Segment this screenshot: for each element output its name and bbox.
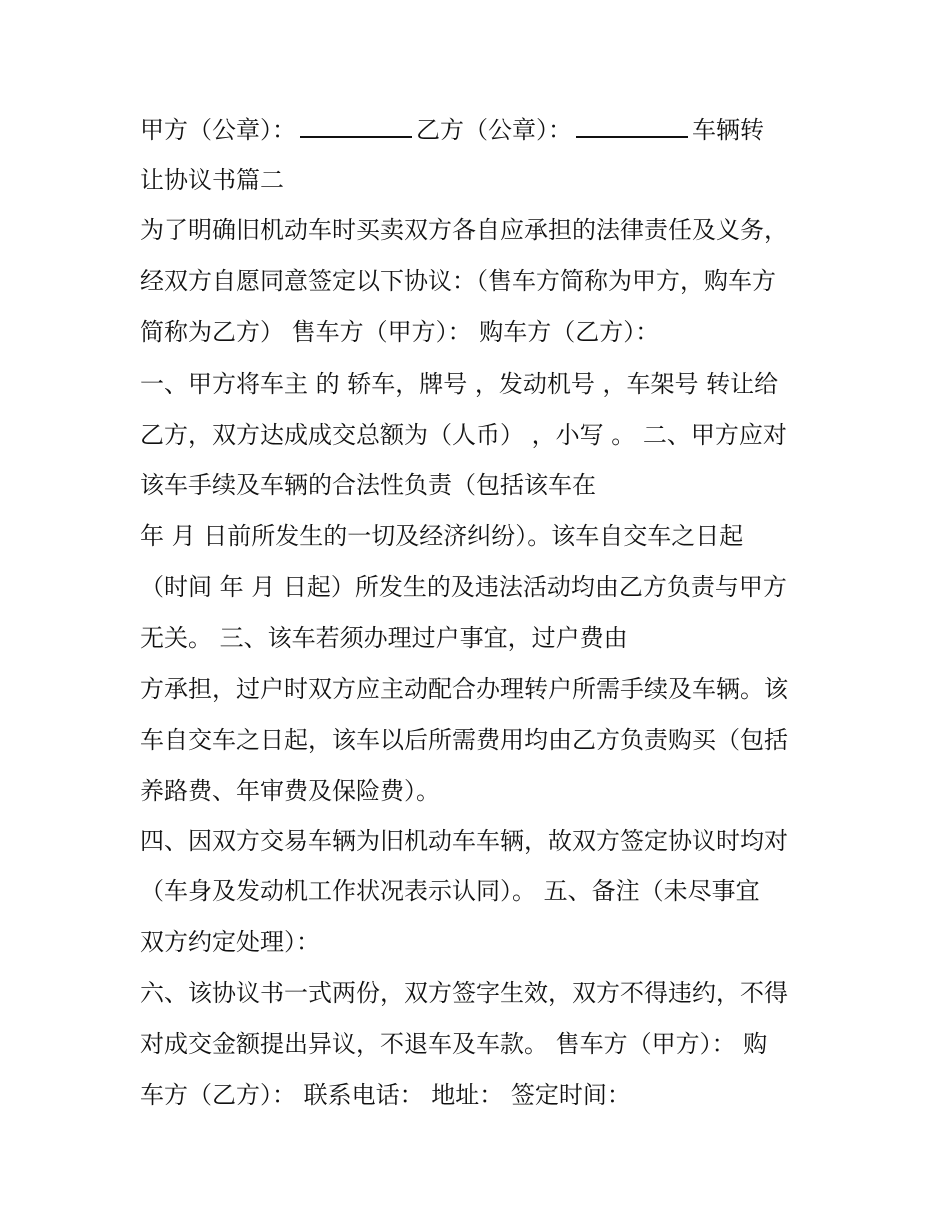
text-line: （车身及发动机工作状况表示认同）。 五、备注（未尽事宜 [140,877,760,905]
text-line: 为了明确旧机动车时买卖双方各自应承担的法律责任及义务， [140,216,788,244]
text-line: 乙方，双方达成成交总额为（人币） ，小写 。 二、甲方应对 [140,421,787,449]
text-line: 四、因双方交易车辆为旧机动车车辆，故双方签定协议时均对 [140,827,788,855]
party-a-seal-blank [300,118,412,138]
text-line: 车方（乙方）： 联系电话： 地址： 签定时间： [140,1081,631,1109]
text-line: 无关。 三、该车若须办理过户事宜，过户费由 [140,624,628,652]
section-title: 让协议书篇二 [140,166,284,194]
text-line: 养路费、年审费及保险费）。 [140,777,440,805]
text-line: 该车手续及车辆的合法性负责（包括该车在 [140,471,596,499]
party-a-seal-label: 甲方（公章）： [140,116,296,144]
party-b-seal-blank [576,118,688,138]
text-line: 双方约定处理）： [140,928,320,956]
text-line: 对成交金额提出异议，不退车及车款。 售车方（甲方）： 购 [140,1030,768,1058]
text-line: 一、甲方将车主 的 轿车，牌号 ，发动机号 ，车架号 转让给 [140,370,779,398]
party-b-seal-label: 乙方（公章）： [416,116,572,144]
text-line: 六、该协议书一式两份，双方签字生效，双方不得违约，不得 [140,979,788,1007]
text-line: 简称为乙方） 售车方（甲方）： 购车方（乙方）： [140,318,660,346]
text-line: 经双方自愿同意签定以下协议：（售车方简称为甲方，购车方 [140,267,776,295]
text-line: 方承担，过户时双方应主动配合办理转户所需手续及车辆。该 [140,675,788,703]
text-line: 车自交车之日起，该车以后所需费用均由乙方负责购买（包括 [140,726,788,754]
next-title-start: 车辆转 [692,116,764,144]
signature-line [140,115,764,145]
text-line: 年 月 日前所发生的一切及经济纠纷）。该车自交车之日起 [140,522,744,550]
text-line: （时间 年 月 日起）所发生的及违法活动均由乙方负责与甲方 [140,573,787,601]
